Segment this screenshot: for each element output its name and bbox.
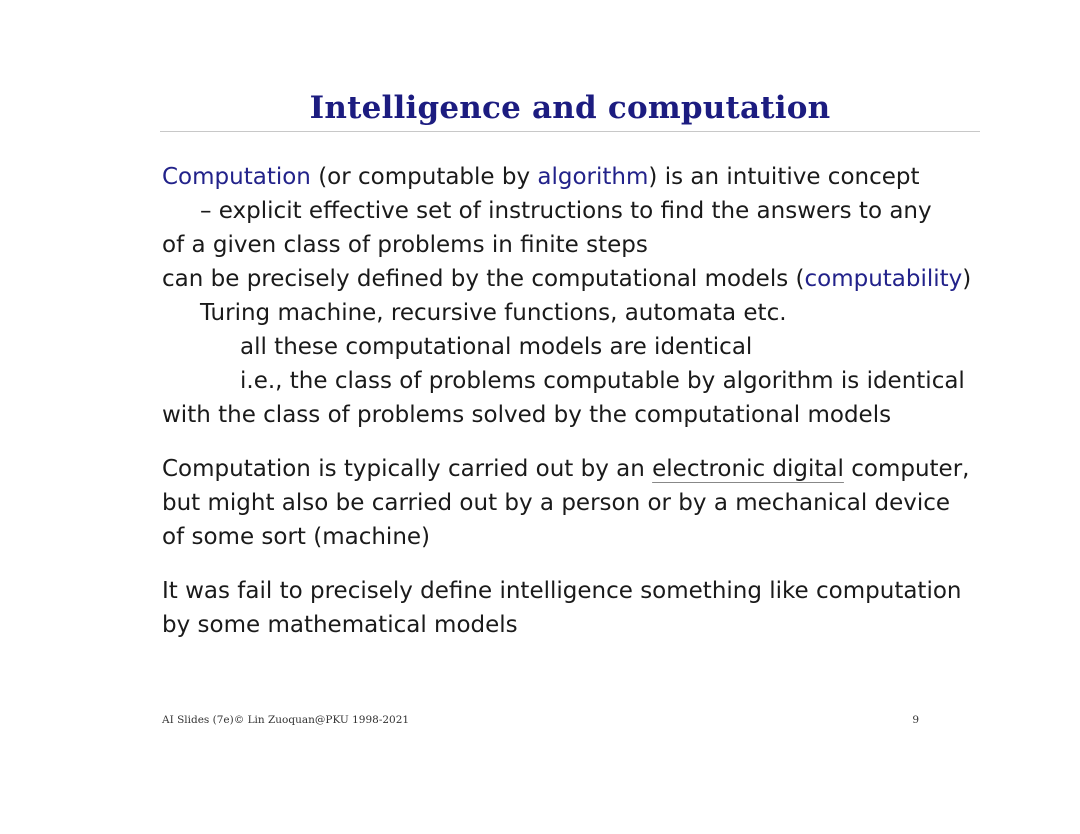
paragraph-1-line-1: [162, 160, 962, 194]
paragraph-3-line-1: It was fail to precisely define intelligence something like computation: [162, 578, 962, 604]
slide-title: Intelligence and computation: [309, 90, 831, 126]
paragraph-gap: [162, 554, 962, 574]
paragraph-2-line-2: but might also be carried out by a person or by a mechanical device: [162, 490, 951, 516]
paragraph-1-line-4: [162, 262, 972, 296]
paragraph-2-line-3: of some sort (machine): [162, 524, 431, 550]
paragraph-3-line-2: by some mathematical models: [162, 612, 518, 638]
paragraph-1-line-7: i.e., the class of problems computable by algorithm is identical: [240, 368, 965, 394]
term-computability: computability: [804, 266, 963, 292]
paragraph-2-line-1: [162, 452, 970, 486]
text-span: can be precisely defined by the computational models (: [162, 266, 805, 292]
paragraph-gap: [162, 432, 962, 452]
page-number: 9: [912, 714, 919, 726]
text-span: ) is an intuitive concept: [648, 164, 920, 190]
title-divider: [160, 131, 980, 132]
paragraph-1-line-5: Turing machine, recursive functions, automata etc.: [200, 300, 787, 326]
text-span: Computation is typically carried out by an: [162, 456, 653, 482]
paragraph-1-line-3: of a given class of problems in finite steps: [162, 232, 648, 258]
paragraph-1-line-8: with the class of problems solved by the computational models: [162, 402, 892, 428]
text-span: computer,: [843, 456, 970, 482]
text-span: ): [962, 266, 972, 292]
paragraph-1-line-2: – explicit effective set of instructions to find the answers to any: [200, 198, 932, 224]
slide-body: [162, 160, 972, 642]
underlined-phrase: electronic digital: [652, 456, 844, 482]
footer-credit: AI Slides (7e)© Lin Zuoquan@PKU 1998-2021: [162, 714, 410, 726]
term-algorithm: algorithm: [537, 164, 649, 190]
term-computation: Computation: [162, 164, 311, 190]
text-span: (or computable by: [310, 164, 538, 190]
paragraph-1-line-6: all these computational models are identical: [240, 334, 753, 360]
